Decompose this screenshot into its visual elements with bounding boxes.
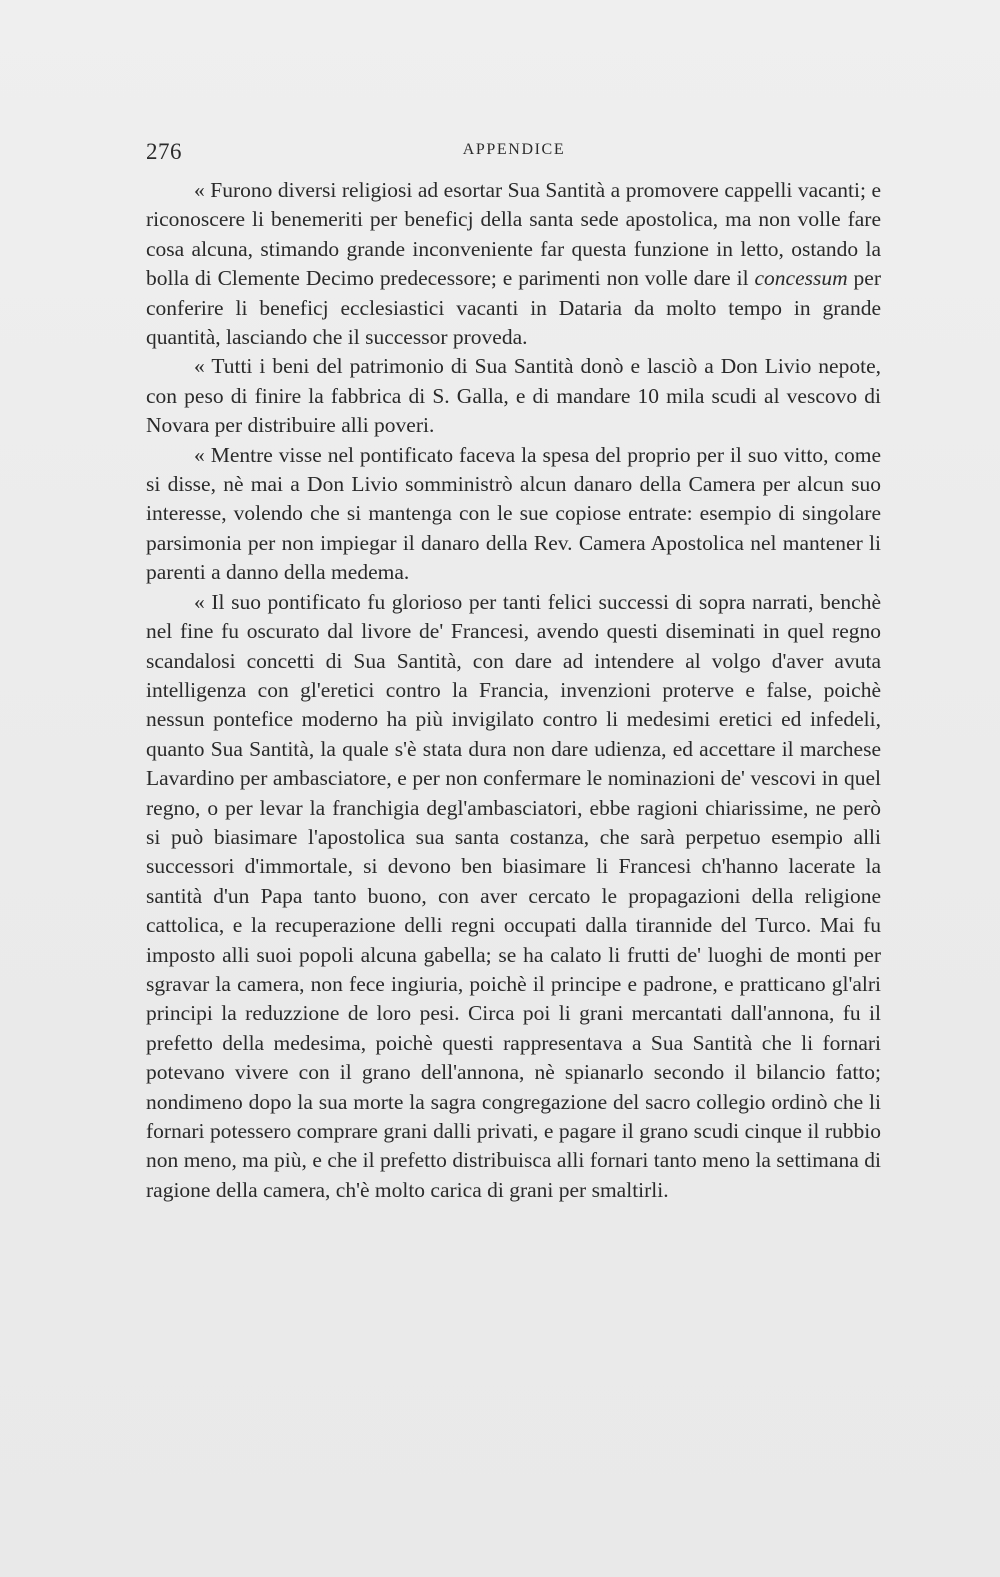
body-text: [146, 176, 881, 1205]
running-head: [146, 137, 882, 171]
paragraph-text: per conferire li beneficj ecclesiastici vacanti in Dataria da molto tempo in grande quantità, lasciando che il successor proveda.: [146, 266, 882, 350]
paragraph-cappelli-vacanti: [146, 176, 881, 352]
section-title: APPENDICE: [462, 141, 566, 158]
paragraph-pontificato-glorioso: « Il suo pontificato fu glorioso per tanti felici successi di sopra narrati, benchè nel fine fu oscurato dal livore de' Francesi, avendo questi diseminati in quel regno scandalosi concetti di Sua Santità, con dare ad intendere al volgo d'aver avuta intelligenza con gl'eretici contro la Francia, invenzioni proterve e false, poichè nessun pontefice moderno ha più invigilato contro li medesimi eretici ed infedeli, quanto Sua Santità, la quale s'è stata dura non dare udienza, ed accettare il marchese Lavardino per ambasciatore, e per non confermare le nominazioni de' vescovi in quel regno, o per levar la franchigia degl'ambasciatori, ebbe ragioni chiarissime, ne però si può biasimare l'apostolica sua santa costanza, che sarà perpetuo esempio alli successori d'immortale, si devono ben biasimare li Francesi ch'hanno lacerate la santità d'un Papa tanto buono, con aver cercato le propagazioni della religione cattolica, e la recuperazione delli regni occupati dalla tirannide del Turco. Mai fu imposto alli suoi popoli alcuna gabella; se ha calato li frutti de' luoghi de monti per sgravar la camera, non fece ingiuria, poichè il principe e padrone, e pratticano gl'alri principi la reduzzione de loro pesi. Circa poi li grani mercantati dall'annona, fu il prefetto della medesima, poichè questi rappresentava a Sua Santità che li fornari potevano vivere con il grano dell'annona, nè spianarlo secondo il bilancio fatto; nondimeno dopo la sua morte la sagra congregazione del sacro collegio ordinò che li fornari potessero comprare grani dalli privati, e pagare il grano scudi cinque il rubbio non meno, ma più, e che il prefetto distribuisca alli fornari tanto meno la settimana di ragione della camera, ch'è molto carica di grani per smaltirli.: [146, 589, 881, 1202]
paragraph-text: « Furono diversi religiosi ad esortar Sua Santità a promovere cappelli vacanti; e riconoscere li benemeriti per beneficj della santa sede apostolica, ma non volle fare cosa alcuna, stimando grande inconveniente far questa funzione in letto, ostando la bolla di Clemente Decimo predecessore; e parimenti non volle dare il: [146, 178, 881, 291]
paragraph-patrimonio: « Tutti i beni del patrimonio di Sua Santità donò e lasciò a Don Livio nepote, con peso di finire la fabbrica di S. Galla, e di mandare 10 mila scudi al vescovo di Novara per distribuire alli poveri.: [146, 354, 881, 438]
page-number: 276: [146, 139, 182, 164]
paragraph-spesa-vitto: « Mentre visse nel pontificato faceva la spesa del proprio per il suo vitto, come si disse, nè mai a Don Livio somministrò alcun danaro della Camera per alcun suo interesse, volendo che si mantenga con le sue copiose entrate: esempio di singolare parsimonia per non impiegar il danaro della Rev. Camera Apostolica nel mantener li parenti a danno della medema.: [146, 442, 881, 585]
italic-term: concessum: [754, 266, 848, 291]
